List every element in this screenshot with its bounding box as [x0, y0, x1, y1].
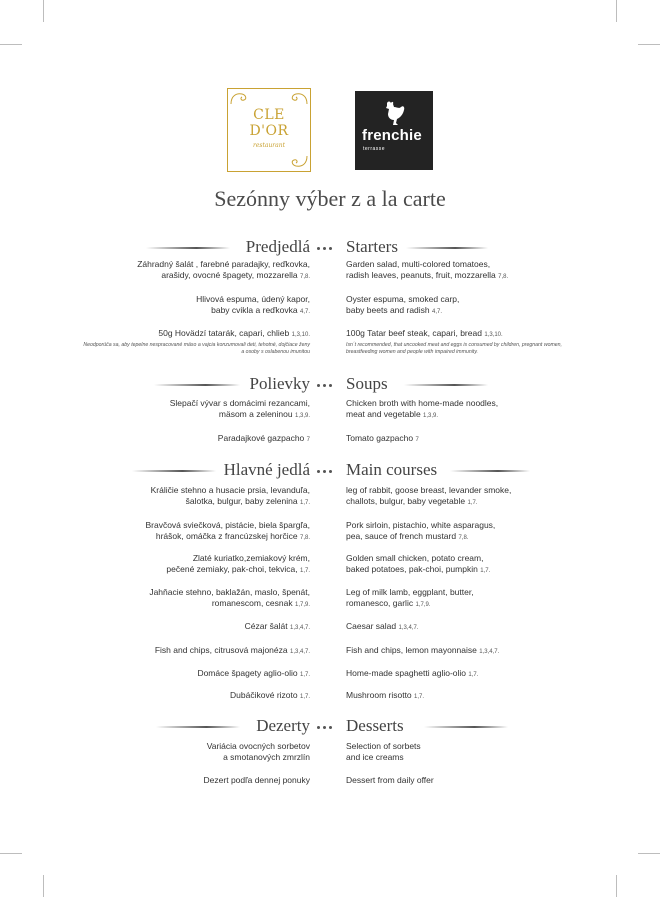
- dish-line: challots, bulgur, baby vegetable: [346, 496, 466, 506]
- allergen-codes: 1,3,9.: [294, 413, 310, 419]
- dish-line: šalotka, bulgur, baby zelenina: [185, 496, 298, 506]
- dish-line: baby beets and radish: [346, 305, 430, 315]
- dish-line: Bravčová sviečková, pistácie, biela špargľa,: [145, 520, 310, 530]
- allergen-codes: 1,7.: [468, 672, 479, 678]
- allergen-codes: 1,7.: [299, 568, 310, 574]
- dish-line: Jahňacie stehno, baklažán, maslo, špenát,: [149, 587, 310, 597]
- section-header: [0, 460, 660, 482]
- menu-item-en: [346, 775, 576, 786]
- menu-item-sk: [80, 587, 310, 611]
- allergen-codes: 1,3,4,7.: [479, 649, 500, 655]
- allergen-codes: 1,7,9.: [294, 602, 310, 608]
- dish-line: Fish and chips, citrusová majonéza: [154, 645, 288, 655]
- menu-item-en: [346, 621, 576, 634]
- frenchie-logo: [355, 91, 433, 170]
- allergen-codes: 1,7.: [480, 568, 491, 574]
- allergen-codes: 7,8.: [299, 274, 310, 280]
- decorative-divider: [154, 384, 240, 386]
- dish-line: a smotanových zmrzlín: [223, 752, 310, 762]
- menu-item-en: [346, 328, 576, 355]
- corner-ornament-icon: [288, 91, 308, 105]
- dots-icon: [317, 726, 332, 729]
- logo-wordmark: frenchie: [362, 127, 422, 144]
- logo-line-2: D'OR: [249, 123, 289, 139]
- section-title-en: Main courses: [346, 460, 438, 479]
- menu-item-sk: [80, 690, 310, 703]
- dish-line: Selection of sorbets: [346, 741, 421, 751]
- menu-item-sk: [80, 398, 310, 422]
- menu-item-en: [346, 398, 576, 422]
- dish-line: romanescom, cesnak: [211, 598, 293, 608]
- menu-item-en: [346, 741, 576, 763]
- logo-subtext: terrasse: [363, 146, 386, 152]
- allergen-codes: 1,3,4,7.: [398, 625, 419, 631]
- dish-line: Pork sirloin, pistachio, white asparagus,: [346, 520, 496, 530]
- section-title-sk: Dezerty: [256, 716, 310, 735]
- dish-line: Hlivová espuma, údený kapor,: [196, 294, 310, 304]
- menu-item-en: [346, 294, 576, 318]
- menu-item-sk: [80, 485, 310, 509]
- menu-item-sk: [80, 294, 310, 318]
- dish-line: 100g Tatar beef steak, capari, bread: [346, 328, 482, 338]
- section-title-sk: Polievky: [249, 374, 310, 393]
- menu-item-en: [346, 433, 576, 446]
- menu-item-sk: [80, 741, 310, 763]
- dish-line: Variácia ovocných sorbetov: [206, 741, 310, 751]
- allergen-codes: 1,3,4,7.: [289, 625, 310, 631]
- dish-line: Paradajkové gazpacho: [217, 433, 305, 443]
- logo-line-1: CLE: [253, 107, 285, 123]
- dish-line: baby cvikla a reďkovka: [211, 305, 298, 315]
- allergen-codes: 1,7.: [414, 694, 425, 700]
- decorative-divider: [450, 470, 530, 472]
- dish-note: Neodporúča sa, aby tepelne nespracované mäso a vajcia konzumovali deti, tehotné, dojčiace ženy a osoby s oslabenou imunitou: [83, 342, 310, 355]
- dots-icon: [317, 470, 332, 473]
- crop-mark: [638, 44, 660, 45]
- section-header: [0, 237, 660, 259]
- dish-line: pea, sauce of french mustard: [346, 531, 457, 541]
- decorative-divider: [404, 384, 488, 386]
- crop-mark: [0, 853, 22, 854]
- allergen-codes: 7: [415, 437, 419, 443]
- allergen-codes: 1,3,4,7.: [289, 649, 310, 655]
- menu-item-sk: [80, 520, 310, 544]
- decorative-divider: [146, 247, 230, 249]
- dish-line: pečené zemiaky, pak-choi, tekvica,: [166, 564, 298, 574]
- dish-line: Slepačí vývar s domácimi rezancami,: [169, 398, 310, 408]
- allergen-codes: 7,8.: [458, 535, 469, 541]
- dish-line: Fish and chips, lemon mayonnaise: [346, 645, 477, 655]
- dish-line: Caesar salad: [346, 621, 397, 631]
- dish-line: leg of rabbit, goose breast, levander smoke,: [346, 485, 512, 495]
- decorative-divider: [424, 726, 508, 728]
- allergen-codes: 1,7.: [467, 500, 478, 506]
- menu-item-en: [346, 645, 576, 658]
- crop-mark: [616, 875, 617, 897]
- menu-item-sk: [80, 621, 310, 634]
- menu-item-sk: [80, 259, 310, 283]
- crop-mark: [43, 0, 44, 22]
- crop-mark: [43, 875, 44, 897]
- dish-line: Chicken broth with home-made noodles,: [346, 398, 499, 408]
- section-title-en: Desserts: [346, 716, 404, 735]
- corner-ornament-icon: [230, 91, 250, 105]
- logo-tagline: restaurant: [252, 142, 286, 149]
- menu-item-sk: [80, 553, 310, 577]
- dish-line: Záhradný šalát , farebné paradajky, reďkovka,: [137, 259, 310, 269]
- decorative-divider: [156, 726, 240, 728]
- dish-line: hrášok, omáčka z francúzskej horčice: [155, 531, 298, 541]
- menu-item-sk: [80, 433, 310, 446]
- dots-icon: [317, 247, 332, 250]
- dish-line: Dubáčikové rizoto: [230, 690, 298, 700]
- allergen-codes: 4,7.: [299, 309, 310, 315]
- menu-item-en: [346, 668, 576, 681]
- menu-item-en: [346, 259, 576, 283]
- allergen-codes: 1,3,9.: [423, 413, 439, 419]
- menu-item-sk: [80, 775, 310, 786]
- menu-item-en: [346, 587, 576, 611]
- allergen-codes: 4,7.: [432, 309, 443, 315]
- dish-line: Tomato gazpacho: [346, 433, 414, 443]
- allergen-codes: 1,7.: [299, 672, 310, 678]
- allergen-codes: 7,8.: [498, 274, 509, 280]
- allergen-codes: 1,7,9.: [415, 602, 431, 608]
- dish-line: Garden salad, multi-colored tomatoes,: [346, 259, 491, 269]
- dish-line: Domáce špagety aglio-olio: [197, 668, 298, 678]
- allergen-codes: 7,8.: [299, 535, 310, 541]
- crop-mark: [616, 0, 617, 22]
- logo-bar: [0, 88, 660, 180]
- crop-mark: [0, 44, 22, 45]
- crop-mark: [638, 853, 660, 854]
- menu-item-en: [346, 690, 576, 703]
- dish-line: mäsom a zeleninou: [218, 409, 293, 419]
- section-title-en: Soups: [346, 374, 388, 393]
- corner-ornament-icon: [288, 155, 308, 169]
- dish-line: Dezert podľa dennej ponuky: [203, 775, 310, 785]
- page-title: Sezónny výber z a la carte: [214, 186, 446, 211]
- dish-line: Králičie stehno a husacie prsia, levanduľa,: [150, 485, 310, 495]
- dish-line: radish leaves, peanuts, fruit, mozzarella: [346, 270, 496, 280]
- section-title-en: Starters: [346, 237, 398, 256]
- menu-item-sk: [80, 668, 310, 681]
- dish-line: Mushroom risotto: [346, 690, 412, 700]
- dish-line: arašidy, ovocné špagety, mozzarella: [161, 270, 298, 280]
- section-header: [0, 716, 660, 738]
- dish-note: Isn´t recommended, that uncooked meat and eggs is consumed by children, pregnant women, breastfeeding women and people with impaired immunity.: [346, 342, 562, 355]
- dish-line: Home-made spaghetti aglio-olio: [346, 668, 467, 678]
- allergen-codes: 1,7.: [299, 500, 310, 506]
- allergen-codes: 1,3,10.: [291, 332, 310, 338]
- dish-line: meat and vegetable: [346, 409, 421, 419]
- dish-line: Oyster espuma, smoked carp,: [346, 294, 460, 304]
- decorative-divider: [406, 247, 488, 249]
- section-title-sk: Hlavné jedlá: [223, 460, 310, 479]
- dish-line: Golden small chicken, potato cream,: [346, 553, 484, 563]
- decorative-divider: [132, 470, 216, 472]
- dish-line: and ice creams: [346, 752, 404, 762]
- menu-item-en: [346, 553, 576, 577]
- menu-item-en: [346, 485, 576, 509]
- dish-line: Zlaté kuriatko,zemiakový krém,: [192, 553, 310, 563]
- dish-line: baked potatoes, pak-choi, pumpkin: [346, 564, 478, 574]
- dish-line: Dessert from daily offer: [346, 775, 434, 785]
- allergen-codes: 1,7.: [299, 694, 310, 700]
- dish-line: 50g Hovädzí tatarák, capari, chlieb: [158, 328, 290, 338]
- allergen-codes: 1,3,10.: [484, 332, 503, 338]
- allergen-codes: 7: [306, 437, 310, 443]
- dish-line: romanesco, garlic: [346, 598, 414, 608]
- menu-item-sk: [80, 645, 310, 658]
- dots-icon: [317, 384, 332, 387]
- dish-line: Leg of milk lamb, eggplant, butter,: [346, 587, 474, 597]
- dish-line: Cézar šalát: [244, 621, 288, 631]
- rooster-icon: [379, 99, 407, 127]
- menu-item-en: [346, 520, 576, 544]
- section-header: [0, 374, 660, 396]
- cle-dor-logo: [227, 88, 311, 172]
- menu-item-sk: [80, 328, 310, 355]
- section-title-sk: Predjedlá: [245, 237, 310, 256]
